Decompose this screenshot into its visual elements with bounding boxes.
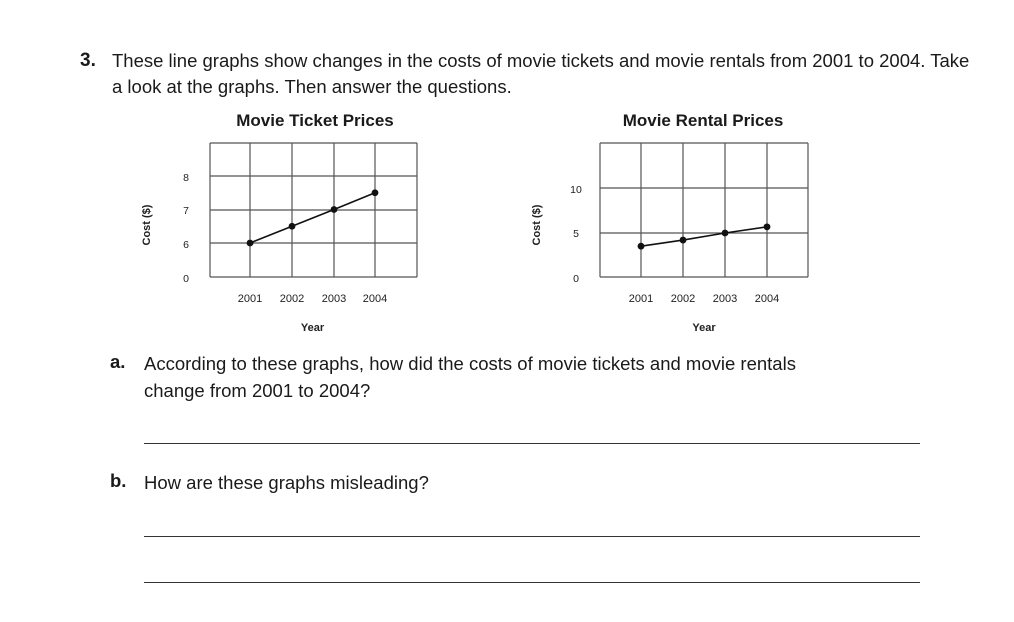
answer-line-b-2[interactable] — [144, 582, 920, 583]
x-tick-label: 2003 — [321, 293, 347, 305]
part-b-text: How are these graphs misleading? — [144, 472, 429, 493]
data-point — [680, 237, 687, 244]
series-line — [641, 227, 767, 246]
y-tick-label: 0 — [573, 273, 579, 285]
data-point — [372, 189, 379, 196]
part-b-letter: b. — [110, 470, 127, 491]
data-point — [331, 206, 338, 213]
x-tick-label: 2002 — [279, 293, 305, 305]
x-tick-label: 2001 — [237, 293, 263, 305]
ticket-price-chart — [141, 111, 417, 334]
x-tick-label: 2004 — [362, 293, 388, 305]
rental-price-chart — [531, 111, 808, 334]
y-tick-label: 0 — [183, 273, 189, 285]
answer-line-b-1[interactable] — [144, 536, 920, 537]
y-axis-title: Cost ($) — [141, 204, 153, 246]
data-point — [247, 240, 254, 247]
answer-line-a[interactable] — [144, 443, 920, 444]
x-tick-label: 2004 — [754, 293, 780, 305]
y-tick-label: 7 — [183, 205, 189, 217]
x-tick-label: 2003 — [712, 293, 738, 305]
x-tick-label: 2001 — [628, 293, 654, 305]
y-tick-label: 5 — [573, 228, 579, 240]
y-tick-label: 6 — [183, 239, 189, 251]
chart-title: Movie Ticket Prices — [236, 111, 394, 130]
part-a-text-line2: change from 2001 to 2004? — [144, 380, 371, 401]
y-tick-label: 10 — [570, 184, 582, 196]
question-number: 3. — [80, 50, 96, 71]
y-tick-label: 8 — [183, 172, 189, 184]
data-point — [289, 223, 296, 230]
chart-title: Movie Rental Prices — [622, 111, 784, 130]
part-a-text-line1: According to these graphs, how did the costs of movie tickets and movie rentals — [144, 353, 796, 374]
series-line — [250, 193, 375, 243]
data-point — [638, 243, 645, 250]
question-text: These line graphs show changes in the costs of movie tickets and movie rentals from 2001 to 2004. Take a look at the graphs. Then answer the questions. — [112, 50, 970, 97]
x-axis-title: Year — [692, 322, 716, 334]
x-axis-title: Year — [300, 322, 325, 334]
data-point — [722, 230, 729, 237]
data-point — [764, 223, 771, 230]
y-axis-title: Cost ($) — [531, 204, 543, 246]
x-tick-label: 2002 — [670, 293, 696, 305]
part-a-letter: a. — [110, 351, 126, 372]
